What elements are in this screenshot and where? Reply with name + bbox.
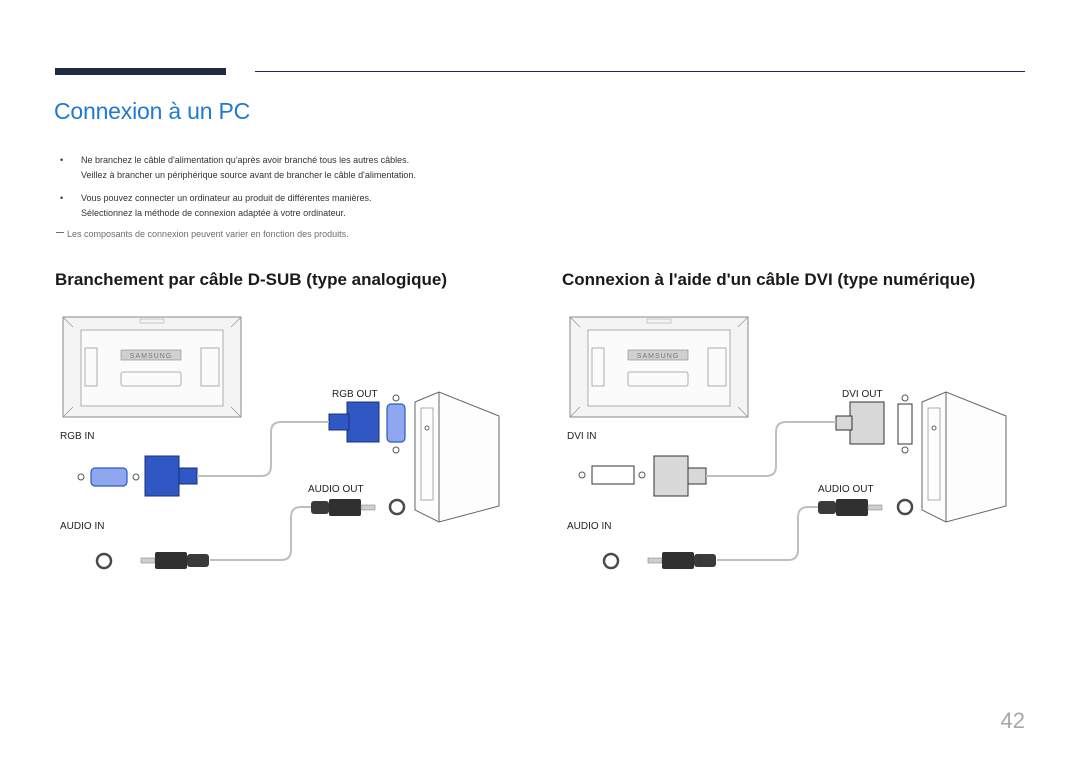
- note-line: • Ne branchez le câble d'alimentation qu'après avoir branché tous les autres câbles.: [81, 155, 410, 165]
- page-title: Connexion à un PC: [54, 98, 251, 124]
- label-audio-in: AUDIO IN: [60, 521, 105, 532]
- label-rgb-out: RGB OUT: [332, 389, 378, 400]
- dvi-connector-display-end: [579, 456, 706, 496]
- audio-cable: [210, 507, 311, 560]
- note-line: Veillez à brancher un périphérique source avant de brancher le câble d'alimentation.: [81, 170, 416, 180]
- dvi-connection-diagram: [562, 310, 1032, 580]
- dvi-cable: [706, 422, 836, 476]
- label-audio-out: AUDIO OUT: [818, 484, 874, 495]
- audio-jack-display: [97, 554, 111, 568]
- audio-plug-display-end: [648, 552, 716, 569]
- display-rear-panel: [570, 317, 748, 417]
- label-audio-out: AUDIO OUT: [308, 484, 364, 495]
- page-number: 42: [1000, 708, 1025, 733]
- section-title-dvi: Connexion à l'aide d'un câble DVI (type numérique): [562, 270, 976, 289]
- note-line: Sélectionnez la méthode de connexion adaptée à votre ordinateur.: [81, 208, 346, 218]
- audio-jack-pc: [390, 500, 404, 514]
- pc-tower: [415, 392, 499, 522]
- audio-plug-display-end: [141, 552, 209, 569]
- footnote-text: Les composants de connexion peuvent varier en fonction des produits.: [67, 229, 349, 239]
- pc-dvi-port-icon: [898, 395, 912, 453]
- note-item: [60, 153, 620, 183]
- footnote: [56, 229, 349, 239]
- notes-list: [60, 153, 620, 229]
- header-rule: [255, 71, 1025, 72]
- audio-cable: [717, 507, 818, 560]
- section-title-dsub: Branchement par câble D-SUB (type analogique): [55, 270, 448, 289]
- header-accent-bar: [55, 68, 226, 75]
- audio-jack-display: [604, 554, 618, 568]
- note-item: [60, 191, 620, 221]
- vga-cable: [197, 422, 329, 476]
- brand-logo: SAMSUNG: [129, 353, 173, 360]
- dvi-connector-pc-end: [836, 402, 884, 444]
- pc-tower: [922, 392, 1006, 522]
- audio-plug-pc-end: [311, 499, 375, 516]
- dsub-connector-display-end: [78, 456, 197, 496]
- brand-logo: SAMSUNG: [636, 353, 680, 360]
- label-audio-in: AUDIO IN: [567, 521, 612, 532]
- pc-vga-port-icon: [387, 395, 405, 453]
- display-rear-panel: [63, 317, 241, 417]
- footnote-dash-icon: [56, 232, 64, 233]
- audio-jack-pc: [898, 500, 912, 514]
- dsub-connector-pc-end: [329, 402, 379, 442]
- label-rgb-in: RGB IN: [60, 431, 95, 442]
- audio-plug-pc-end: [818, 499, 882, 516]
- dsub-connection-diagram: [55, 310, 525, 580]
- label-dvi-out: DVI OUT: [842, 389, 883, 400]
- note-line: • Vous pouvez connecter un ordinateur au produit de différentes manières.: [81, 193, 372, 203]
- label-dvi-in: DVI IN: [567, 431, 597, 442]
